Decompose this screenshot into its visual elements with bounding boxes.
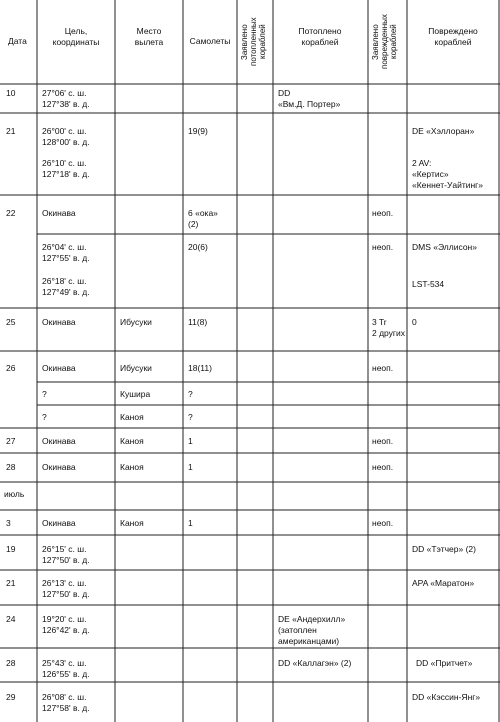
planes-cell: 6 «ока» (2) xyxy=(188,208,218,229)
target-cell: 27°06' с. ш. 127°38' в. д. xyxy=(42,88,90,109)
base-cell: Каноя xyxy=(120,412,144,422)
header-date: Дата xyxy=(8,36,27,46)
planes-cell: 1 xyxy=(188,462,193,472)
date-cell: 26 xyxy=(6,363,16,373)
base-cell: Ибусуки xyxy=(120,363,152,373)
claimed-damaged-cell: неоп. xyxy=(372,242,394,252)
target-cell: 26°08' с. ш. 127°58' в. д. xyxy=(42,692,90,713)
target-cell: ? xyxy=(42,412,47,422)
target-cell: 26°18' с. ш. 127°49' в. д. xyxy=(42,276,90,297)
target-cell: Окинава xyxy=(42,462,76,472)
claimed-damaged-cell: неоп. xyxy=(372,436,394,446)
date-cell: 22 xyxy=(6,208,16,218)
planes-cell: 11(8) xyxy=(188,317,208,327)
date-cell: 21 xyxy=(6,578,16,588)
claimed-damaged-cell: неоп. xyxy=(372,208,394,218)
target-cell: Окинава xyxy=(42,518,76,528)
date-cell: 19 xyxy=(6,544,16,554)
date-cell: 27 xyxy=(6,436,16,446)
date-cell: 3 xyxy=(6,518,11,528)
header-sunk: Потоплено кораблей xyxy=(298,26,342,47)
target-cell: 25°43' с. ш. 126°55' в. д. xyxy=(42,658,90,679)
month-label: июль xyxy=(4,489,25,499)
target-cell: 26°13' с. ш. 127°50' в. д. xyxy=(42,578,90,599)
claimed-damaged-cell: неоп. xyxy=(372,363,394,373)
target-cell: ? xyxy=(42,389,47,399)
target-cell: Окинава xyxy=(42,363,76,373)
planes-cell: 1 xyxy=(188,518,193,528)
date-cell: 28 xyxy=(6,658,16,668)
target-cell: Окинава xyxy=(42,436,76,446)
claimed-damaged-cell: неоп. xyxy=(372,462,394,472)
base-cell: Каноя xyxy=(120,462,144,472)
base-cell: Каноя xyxy=(120,436,144,446)
damaged-cell: 0 xyxy=(412,317,417,327)
planes-cell: ? xyxy=(188,412,193,422)
date-cell: 10 xyxy=(6,88,16,98)
target-cell: Окинава xyxy=(42,208,76,218)
base-cell: Каноя xyxy=(120,518,144,528)
claimed-damaged-cell: 3 Tr 2 других xyxy=(372,317,406,338)
damaged-cell: DD «Тэтчер» (2) xyxy=(412,544,476,554)
date-cell: 28 xyxy=(6,462,16,472)
header-claimed-damaged: Заявлено поврежденных кораблей xyxy=(371,14,398,70)
sunk-cell: DD «Вм.Д. Портер» xyxy=(278,88,341,109)
base-cell: Ибусуки xyxy=(120,317,152,327)
header-planes: Самолеты xyxy=(189,36,231,46)
damaged-cell: APA «Маратон» xyxy=(412,578,475,588)
date-cell: 29 xyxy=(6,692,16,702)
planes-cell: ? xyxy=(188,389,193,399)
header-base: Место вылета xyxy=(134,26,164,47)
damaged-cell: LST-534 xyxy=(412,279,445,289)
header-claimed-sunk: Заявлено потопленных кораблей xyxy=(240,17,267,67)
planes-cell: 20(6) xyxy=(188,242,208,252)
damaged-cell: DMS «Эллисон» xyxy=(412,242,477,252)
target-cell: 19°20' с. ш. 126°42' в. д. xyxy=(42,614,90,635)
date-cell: 25 xyxy=(6,317,16,327)
target-cell: 26°00' с. ш. 128°00' в. д. xyxy=(42,126,90,147)
planes-cell: 18(11) xyxy=(188,363,212,373)
base-cell: Кушира xyxy=(120,389,151,399)
target-cell: 26°15' с. ш. 127°50' в. д. xyxy=(42,544,90,565)
header-damaged: Повреждено кораблей xyxy=(428,26,478,47)
sunk-cell: DD «Каллагэн» (2) xyxy=(278,658,352,668)
date-cell: 24 xyxy=(6,614,16,624)
date-cell: 21 xyxy=(6,126,16,136)
header-target: Цель, координаты xyxy=(52,26,100,47)
target-cell: 26°04' с. ш. 127°55' в. д. xyxy=(42,242,90,263)
damaged-cell: DE «Хэллоран» xyxy=(412,126,475,136)
target-cell: 26°10' с. ш. 127°18' в. д. xyxy=(42,158,90,179)
target-cell: Окинава xyxy=(42,317,76,327)
damaged-cell: DD «Притчет» xyxy=(416,658,473,668)
claimed-damaged-cell: неоп. xyxy=(372,518,394,528)
damaged-cell: 2 AV: «Кертис» «Кеннет-Уайтинг» xyxy=(412,158,484,190)
sunk-cell: DE «Андерхилл» (затоплен американцами) xyxy=(278,614,346,646)
damaged-cell: DD «Кэссин-Янг» xyxy=(412,692,481,702)
planes-cell: 19(9) xyxy=(188,126,208,136)
planes-cell: 1 xyxy=(188,436,193,446)
